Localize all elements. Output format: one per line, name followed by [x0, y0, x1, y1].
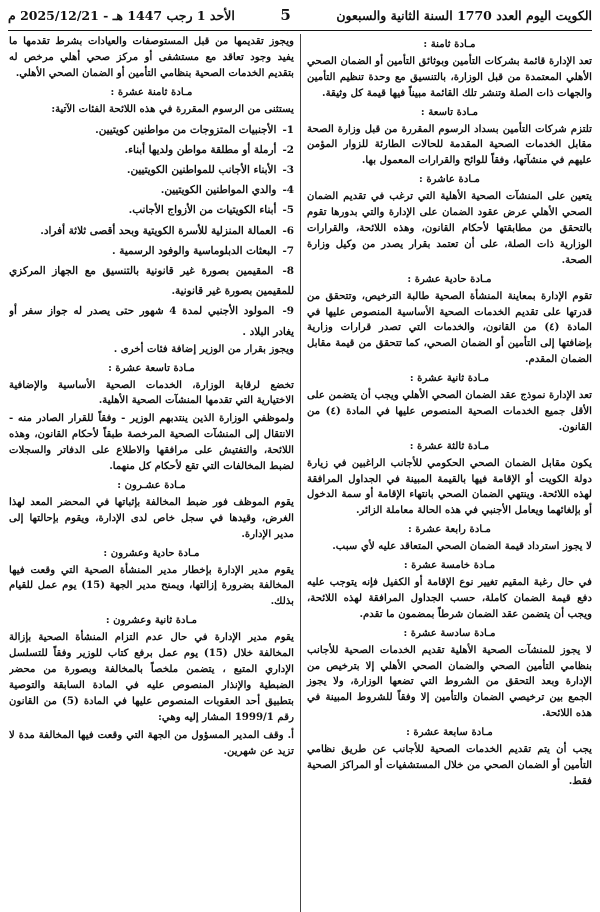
article-22-text: يقوم مدير الإدارة في حال عدم التزام المنشأة الصحية بإزالة المخالفة خلال (15) يوم عمل برفع كتاب للوزير وفقاً للتسلسل الإداري المتبع ، يتضمن ملخصاً بالمخالفة وبصورة من محضر الضبطية والإنذار المنصوص عليه في المادة السابقة والتوصية بتطبيق أحد العقوبات المنصوص عليها في المادة (5) من القانون رقم 1999/1 المشار إليه وهي: — [9, 631, 294, 723]
article-21-heading: مـادة حادية وعشرون : — [103, 546, 200, 559]
list-item: 3- الأبناء الأجانب للمواطنين الكويتيين. — [126, 163, 294, 176]
article-21-text: يقوم مدير الإدارة بإخطار مدير المنشأة الصحية التي وقعت فيها المخالفة بضرورة إزالتها، ويمنح مدير الجهة (15) يوم عمل للقيام بذلك. — [9, 563, 294, 608]
list-item: 5- أبناء الكويتيات من الأزواج الأجانب. — [128, 204, 294, 217]
article-18-heading: مـادة ثامنة عشرة : — [110, 85, 193, 98]
article-16-text: لا يجوز للمنشآت الصحية الأهلية تقديم الخدمات الصحية للأجانب بنظامي التأمين الصحي والضمان الصحي الأهلي إلا بترخيص من الإدارة وبعد التحقق من الشروط التي تضعها الوزارة، ولا يجوز الجمع بين ترخيصي الضمان والتأمين إلا وفقاً للشروط المبينة في هذه اللائحة. — [307, 643, 592, 720]
article-13-heading: مـادة ثالثة عشرة : — [409, 439, 490, 452]
article-9-text: تلتزم شركات التأمين بسداد الرسوم المقررة من قبل وزارة الصحة مقابل الخدمات الصحية المقدمة للحالات الطارئة للزوار المؤمن عليهم في منشآتها، وفقاً للوائح والقرارات المعمول بها. — [307, 122, 592, 167]
article-14-text: لا يجوز استرداد قيمة الضمان الصحي المتعاقد عليه لأي سبب. — [332, 540, 592, 553]
article-19-heading: مـادة تاسعة عشرة : — [108, 361, 195, 374]
article-11-text: تقوم الإدارة بمعاينة المنشأة الصحية طالبة الترخيص، وتتحقق من قدرتها على تقديم الخدمات الصحية الأساسية المنصوص عليها في المادة (٤) من القانون، والخدمات التي تصدر قرارات وزارية بإضافتها إلى التأمين أو الضمان الصحي، كما تتحقق من قيمة مقابل الضمان المقدم. — [307, 289, 592, 366]
article-15-heading: مـادة خامسة عشرة : — [403, 559, 496, 572]
article-12-text: تعد الإدارة نموذج عقد الضمان الصحي الأهلي ويجب أن يتضمن على الأقل جميع الخدمات الصحية المنصوص عليها في المادة (٤) من القانون. — [307, 389, 592, 433]
article-10-heading: مـادة عاشرة : — [419, 173, 480, 186]
article-19-text-2: ولموظفي الوزارة الذين ينتدبهم الوزير - وفقاً للقرار الصادر منه - الانتقال إلى المنشآت الصحية المرخصة طبقاً لأحكام القانون، وهذه اللائحة، والتفتيش على مرافقها والاطلاع على الدفاتر والسجلات لضبط المخالفات التي تقع لأحكام كل منهما. — [9, 412, 294, 473]
list-item: 1- الأجنبيات المتزوجات من مواطنين كويتيين. — [95, 123, 294, 136]
list-item: 4- والدي المواطنين الكويتيين. — [160, 184, 294, 197]
left-column — [9, 34, 300, 912]
list-item: 6- العمالة المنزلية للأسرة الكويتية وبحد أقصى ثلاثة أفراد. — [40, 224, 294, 237]
article-19-text: تخضع لرقابة الوزارة، الخدمات الصحية الأساسية والإضافية الاختيارية التي تقدمها المنشآت الصحية الأهلية. — [9, 378, 294, 407]
article-17-heading: مـادة سابعة عشرة : — [406, 726, 493, 739]
list-item: 2- أرملة أو مطلقة مواطن ولديها أبناء. — [124, 143, 294, 156]
article-9-heading: مـادة تاسعة : — [420, 105, 479, 118]
header-issue-info: الكويت اليوم العدد 1770 السنة الثانية والسبعون — [336, 7, 592, 23]
article-18-intro: يستثنى من الرسوم المقررة في هذه اللائحة الفئات الآتية: — [51, 102, 294, 115]
list-item: 8- المقيمين بصورة غير قانونية بالتنسيق مع الجهاز المركزي للمقيمين بصورة غير قانونية. — [9, 264, 294, 298]
article-18-tail: ويجوز بقرار من الوزير إضافة فئات أخرى . — [113, 342, 294, 355]
column-divider — [300, 34, 301, 912]
article-8-heading: مـادة ثامنة : — [423, 38, 476, 50]
article-17-text: يجب أن يتم تقديم الخدمات الصحية للأجانب عن طريق نظامي التأمين أو الضمان الصحي من خلال المستشفيات أو المراكز الصحية فقط. — [307, 743, 592, 787]
page-header — [8, 0, 592, 31]
article-14-heading: مـادة رابعة عشرة : — [408, 523, 491, 536]
list-item: 9- المولود الأجنبي لمدة 4 شهور حتى يصدر له جواز سفر أو يغادر البلاد . — [9, 305, 294, 338]
article-20-text: يقوم الموظف فور ضبط المخالفة بإثباتها في المحضر المعد لهذا الغرض، وقيدها في سجل خاص لدى الإدارة، ويقوم بإحالتها إلى مدير الإدارة. — [9, 495, 294, 540]
article-8-text: تعد الإدارة قائمة بشركات التأمين وبوثائق التأمين أو الضمان الصحي الأهلي المعتمدة من قبل الوزارة، بالتنسيق مع وحدة تنظيم التأمين والجهات ذات الصلة وتنشر تلك القائمة مبيناً فيها قيمة كل وثيقة. — [307, 54, 592, 99]
article-10-text: يتعين على المنشآت الصحية الأهلية التي ترغب في تقديم الضمان الصحي الأهلي عرض عقود الضمان على الإدارة والتي بدورها تقوم بالتحقق من مطابقتها لأحكام القانون، وهذه اللائحة، والقرارات الوزارية ذات الصلة، على أن تعتمد بقرار يصدر من وكيل وزارة الصحة. — [307, 190, 592, 266]
list-item: 7- البعثات الدبلوماسية والوفود الرسمية . — [112, 244, 294, 257]
article-16-heading: مـادة سادسة عشرة : — [403, 626, 496, 639]
article-11-heading: مـادة حادية عشرة : — [407, 272, 492, 285]
right-column — [301, 34, 592, 912]
article-22-heading: مـادة ثانية وعشرون : — [105, 614, 198, 627]
continued-text: ويجوز تقديمها من قبل المستوصفات والعيادات بشرط تقدمها ما يفيد وجود تعاقد مع مستشفى أو مركز صحي أهلي مرخص له بتقديم الخدمات الصحية بنظامي التأمين أو الضمان الصحي الأهلي. — [9, 35, 294, 79]
columns — [8, 34, 592, 912]
article-15-text: في حال رغبة المقيم تغيير نوع الإقامة أو الكفيل فإنه يتوجب عليه دفع قيمة الضمان كاملة، حسب الجداول المرافقة لهذه اللائحة، ويجب أن يتضمن عقد الضمان شرطاً بمضمون ما تقدم. — [307, 576, 592, 620]
exemption-list — [9, 120, 294, 342]
article-12-heading: مـادة ثانية عشرة : — [409, 372, 490, 385]
article-22-item-a: أ. وقف المدير المسؤول من الجهة التي وقعت فيها المخالفة مدة لا تزيد عن شهرين. — [9, 728, 294, 757]
page-number: 5 — [280, 6, 291, 24]
article-20-heading: مـادة عشـرون : — [117, 479, 186, 492]
article-13-text: يكون مقابل الضمان الصحي الحكومي للأجانب الراغبين في زيارة دولة الكويت أو الإقامة فيها بالقيمة المبينة في الجداول المرافقة لهذه اللائحة. وينتهي الضمان الصحي بانتهاء الإقامة أو سمة الدخول أو بإلغائهما ويعامل الأجنبي في هذه الحالة معاملة الزائر. — [307, 456, 592, 517]
header-date: الأحد 1 رجب 1447 هـ - 2025/12/21 م — [8, 7, 235, 23]
